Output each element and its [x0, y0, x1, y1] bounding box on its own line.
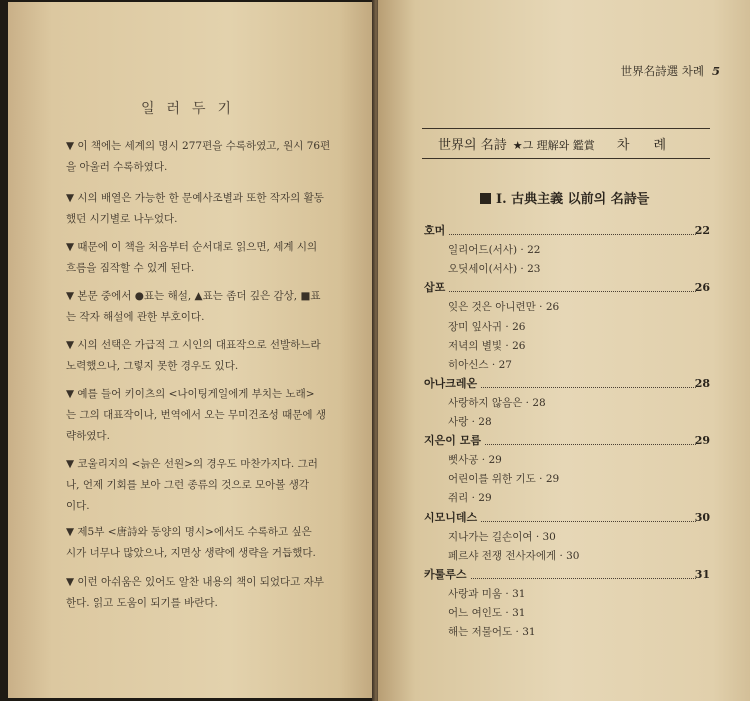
note-line: 는 그의 대표작이나, 번역에서 오는 무미건조성 때문에 생 [66, 409, 326, 421]
note-line: ▼ 시의 선택은 가급적 그 시인의 대표작으로 선발하느라 [66, 339, 321, 351]
note-line: 는 작자 해설에 관한 부호이다. [66, 311, 205, 323]
work-title: 잊은 것은 아니련만 · 26 [448, 301, 560, 314]
page-number: 5 [711, 64, 720, 78]
contents-header [438, 134, 676, 153]
note-line: ▼ 코울리지의 <늙은 선원>의 경우도 마찬가지다. 그러 [66, 458, 318, 470]
author-name: 시모니데스 [424, 510, 478, 524]
page-ref: 28 [694, 376, 710, 390]
work-title: 히아신스 · 27 [448, 358, 512, 371]
running-head-title: 世界名詩選 차례 [620, 64, 704, 78]
note-line: ▼ 시의 배열은 가능한 한 문예사조별과 또한 작자의 활동 [66, 192, 324, 204]
section-title: Ⅰ. 古典主義 以前의 名詩들 [496, 192, 650, 207]
author-name: 삽포 [424, 281, 446, 295]
toc-author-row [424, 509, 710, 527]
toc-author-row [424, 222, 710, 240]
section-heading [480, 188, 649, 207]
toc-author-row [424, 279, 710, 297]
work-title: 사랑 · 28 [448, 416, 492, 428]
note-item [66, 384, 366, 447]
work-title: 해는 저물어도 · 31 [448, 626, 536, 639]
work-title: 사랑과 미움 · 31 [448, 587, 526, 600]
toc-work-row [448, 260, 710, 278]
work-title: 뻣사공 · 29 [448, 454, 502, 467]
author-name: 카툴루스 [424, 567, 467, 581]
author-name: 호머 [424, 224, 446, 237]
note-line: ▼ 예를 들어 키이츠의 <나이팅게일에게 부치는 노래> [66, 388, 315, 400]
work-title: 지나가는 길손이여 · 30 [448, 530, 556, 543]
note-line: ▼ 제5부 <唐詩와 동양의 명시>에서도 수록하고 싶은 [66, 526, 312, 538]
toc-work-row [448, 241, 710, 259]
toc-work-row [448, 585, 710, 603]
work-title: 사랑하지 않음은 · 28 [448, 396, 546, 409]
bottom-rule [422, 158, 710, 159]
work-title: 장미 잎사귀 · 26 [448, 320, 526, 333]
work-title: 오딧세이(서사) · 23 [448, 263, 541, 276]
toc-work-row [448, 528, 710, 546]
note-line: 노력했으나, 그렇지 못한 경우도 있다. [66, 360, 239, 372]
toc-author-row [424, 375, 710, 393]
work-title: 페르샤 전쟁 전사자에게 · 30 [448, 549, 580, 562]
note-item [66, 136, 366, 178]
page-ref: 26 [694, 281, 710, 295]
contents-subtitle: ★그 理解와 鑑賞 [512, 139, 595, 152]
top-rule [422, 128, 710, 129]
toc-work-row [448, 413, 710, 431]
author-name: 아나크레온 [424, 376, 478, 390]
note-item [66, 335, 366, 377]
dot-leader [481, 387, 696, 388]
toc-work-row [448, 623, 710, 641]
dot-leader [485, 444, 696, 445]
toc-work-row [448, 356, 710, 374]
toc-work-row [448, 451, 710, 469]
contents-label: 차 례 [616, 138, 677, 153]
toc-work-row [448, 337, 710, 355]
note-line: 시가 너무나 많았으나, 지면상 생략에 생략을 거듭했다. [66, 547, 316, 559]
work-title: 어린이를 위한 기도 · 29 [448, 473, 560, 486]
toc-work-row [448, 394, 710, 412]
note-line: ▼ 이런 아쉬움은 있어도 알찬 내용의 책이 되었다고 자부 [66, 576, 324, 588]
toc-work-row [448, 318, 710, 336]
note-item [66, 454, 366, 517]
note-line: 흐름을 짐작할 수 있게 된다. [66, 262, 195, 274]
note-item [66, 522, 366, 564]
note-line: 한다. 읽고 도움이 되기를 바란다. [66, 597, 218, 609]
note-item [66, 572, 366, 614]
dot-leader [449, 291, 696, 292]
toc-work-row [448, 604, 710, 622]
contents-title: 世界의 名詩 [438, 138, 507, 153]
page-ref: 22 [694, 224, 710, 237]
toc-work-row [448, 547, 710, 565]
square-bullet-icon [480, 193, 491, 204]
notes-title: 일러두기 [140, 101, 244, 117]
toc-work-row [448, 470, 710, 488]
page-ref: 31 [694, 567, 710, 581]
note-line: ▼ 이 책에는 세계의 명시 277편을 수록하였고, 원시 76편 [66, 140, 331, 152]
toc-work-row [448, 298, 710, 316]
work-title: 쥐리 · 29 [448, 492, 492, 505]
toc-author-row [424, 432, 710, 450]
toc-work-row [448, 489, 710, 507]
left-page [8, 2, 376, 698]
dot-leader [471, 578, 696, 579]
note-line: 을 아울러 수록하였다. [66, 161, 168, 173]
note-line: 이다. [66, 500, 90, 512]
dot-leader [449, 234, 696, 235]
note-line: 나, 언제 기회를 보아 그런 종류의 것으로 모아볼 생각 [66, 479, 310, 491]
note-item [66, 286, 366, 328]
page-ref: 30 [694, 510, 710, 524]
note-line: ▼ 때문에 이 책을 처음부터 순서대로 읽으면, 세계 시의 [66, 241, 318, 253]
work-title: 어느 여인도 · 31 [448, 607, 526, 619]
note-item [66, 188, 366, 230]
dot-leader [481, 521, 696, 522]
right-page [378, 0, 750, 701]
work-title: 일리어드(서사) · 22 [448, 244, 541, 257]
note-line: 략하였다. [66, 430, 110, 442]
page-ref: 29 [694, 434, 710, 448]
work-title: 저녁의 별빛 · 26 [448, 339, 526, 352]
author-name: 지은이 모름 [424, 434, 481, 448]
note-line: 했던 시기별로 나누었다. [66, 213, 178, 225]
note-line: ▼ 본문 중에서 ●표는 해설, ▲표는 좀더 깊은 감상, ■표 [66, 290, 321, 302]
running-head [621, 63, 720, 79]
note-item [66, 237, 366, 279]
toc-author-row [424, 566, 710, 584]
